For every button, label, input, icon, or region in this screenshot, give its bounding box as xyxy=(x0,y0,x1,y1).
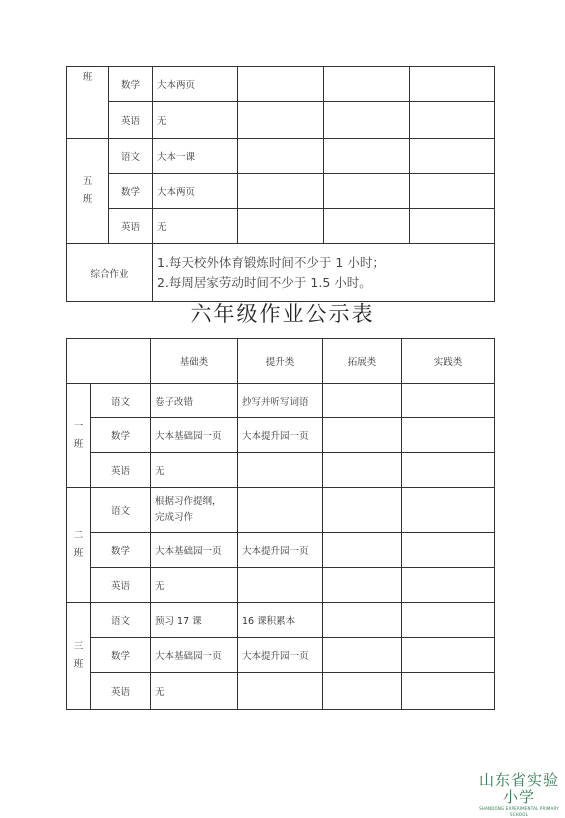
header-advanced: 提升类 xyxy=(238,339,323,384)
empty-cell xyxy=(323,488,402,533)
subject-cell: 语文 xyxy=(91,488,151,533)
basic-homework-cell: 卷子改错 xyxy=(151,384,238,418)
subject-cell: 数学 xyxy=(91,533,151,568)
empty-cell xyxy=(323,638,402,673)
empty-cell xyxy=(410,67,495,102)
basic-homework-cell: 无 xyxy=(153,209,238,244)
empty-cell xyxy=(323,568,402,603)
basic-homework-cell: 大本基础园一页 xyxy=(151,418,238,453)
advanced-homework-cell xyxy=(238,673,323,710)
advanced-homework-cell xyxy=(238,488,323,533)
empty-cell xyxy=(323,603,402,638)
empty-cell xyxy=(238,209,324,244)
empty-cell xyxy=(402,384,495,418)
subject-cell: 数学 xyxy=(91,638,151,673)
grade-6-title: 六年级作业公示表 xyxy=(190,302,375,326)
class-4-label: 班 xyxy=(67,67,109,139)
grade-6-homework-table xyxy=(66,338,495,710)
empty-cell xyxy=(410,209,495,244)
basic-homework-cell: 无 xyxy=(151,673,238,710)
basic-homework-cell: 无 xyxy=(151,453,238,488)
empty-cell xyxy=(402,453,495,488)
basic-homework-cell: 无 xyxy=(151,568,238,603)
subject-cell: 数学 xyxy=(91,418,151,453)
comprehensive-line-2: 2.每周居家劳动时间不少于 1.5 小时。 xyxy=(157,274,372,290)
empty-cell xyxy=(324,67,410,102)
header-practice: 实践类 xyxy=(402,339,495,384)
class-2-label: 二 班 xyxy=(67,488,91,603)
empty-cell xyxy=(402,603,495,638)
subject-cell: 语文 xyxy=(91,603,151,638)
empty-cell xyxy=(410,139,495,174)
advanced-homework-cell: 大本提升园一页 xyxy=(238,533,323,568)
advanced-homework-cell xyxy=(238,453,323,488)
basic-homework-cell: 预习 17 课 xyxy=(151,603,238,638)
empty-cell xyxy=(402,673,495,710)
empty-cell xyxy=(324,139,410,174)
comprehensive-homework-content xyxy=(153,244,495,302)
basic-homework-cell: 大本两页 xyxy=(153,67,238,102)
previous-grade-table xyxy=(66,66,495,302)
empty-cell xyxy=(402,488,495,533)
empty-cell xyxy=(323,418,402,453)
advanced-homework-cell xyxy=(238,568,323,603)
comprehensive-homework-label: 综合作业 xyxy=(67,244,153,302)
class-5-label: 五 班 xyxy=(67,139,109,244)
empty-cell xyxy=(402,418,495,453)
subject-cell: 英语 xyxy=(109,102,153,139)
basic-homework-cell: 大本基础园一页 xyxy=(151,533,238,568)
subject-cell: 英语 xyxy=(91,453,151,488)
empty-cell xyxy=(323,673,402,710)
subject-cell: 语文 xyxy=(109,139,153,174)
header-extension: 拓展类 xyxy=(323,339,402,384)
advanced-homework-cell: 大本提升园一页 xyxy=(238,418,323,453)
subject-cell: 数学 xyxy=(109,174,153,209)
basic-homework-cell: 根据习作提纲， 完成习作 xyxy=(151,488,238,533)
empty-cell xyxy=(238,174,324,209)
comprehensive-line-1: 1.每天校外体育锻炼时间不少于 1 小时； xyxy=(157,254,385,270)
basic-homework-cell: 大本一课 xyxy=(153,139,238,174)
class-3-label: 三 班 xyxy=(67,603,91,710)
empty-cell xyxy=(402,568,495,603)
empty-cell xyxy=(238,139,324,174)
empty-cell xyxy=(238,102,324,139)
advanced-homework-cell: 大本提升园一页 xyxy=(238,638,323,673)
school-logo xyxy=(474,772,564,818)
empty-cell xyxy=(324,102,410,139)
school-logo-english: SHANDONG EXPERIMENTAL PRIMARY SCHOOL xyxy=(479,806,559,817)
advanced-homework-cell: 16 课积累本 xyxy=(238,603,323,638)
header-empty-cell xyxy=(67,339,151,384)
subject-cell: 英语 xyxy=(91,673,151,710)
empty-cell xyxy=(324,209,410,244)
empty-cell xyxy=(323,533,402,568)
class-1-label: 一 班 xyxy=(67,384,91,488)
subject-cell: 英语 xyxy=(91,568,151,603)
empty-cell xyxy=(323,453,402,488)
subject-cell: 英语 xyxy=(109,209,153,244)
basic-homework-cell: 无 xyxy=(153,102,238,139)
subject-cell: 数学 xyxy=(109,67,153,102)
advanced-homework-cell: 抄写并听写词语 xyxy=(238,384,323,418)
empty-cell xyxy=(410,174,495,209)
empty-cell xyxy=(410,102,495,139)
empty-cell xyxy=(238,67,324,102)
subject-cell: 语文 xyxy=(91,384,151,418)
basic-homework-cell: 大本两页 xyxy=(153,174,238,209)
empty-cell xyxy=(324,174,410,209)
empty-cell xyxy=(323,384,402,418)
school-logo-chinese: 山东省实验小学 xyxy=(478,771,559,806)
basic-homework-cell: 大本基础园一页 xyxy=(151,638,238,673)
empty-cell xyxy=(402,638,495,673)
header-basic: 基础类 xyxy=(151,339,238,384)
empty-cell xyxy=(402,533,495,568)
